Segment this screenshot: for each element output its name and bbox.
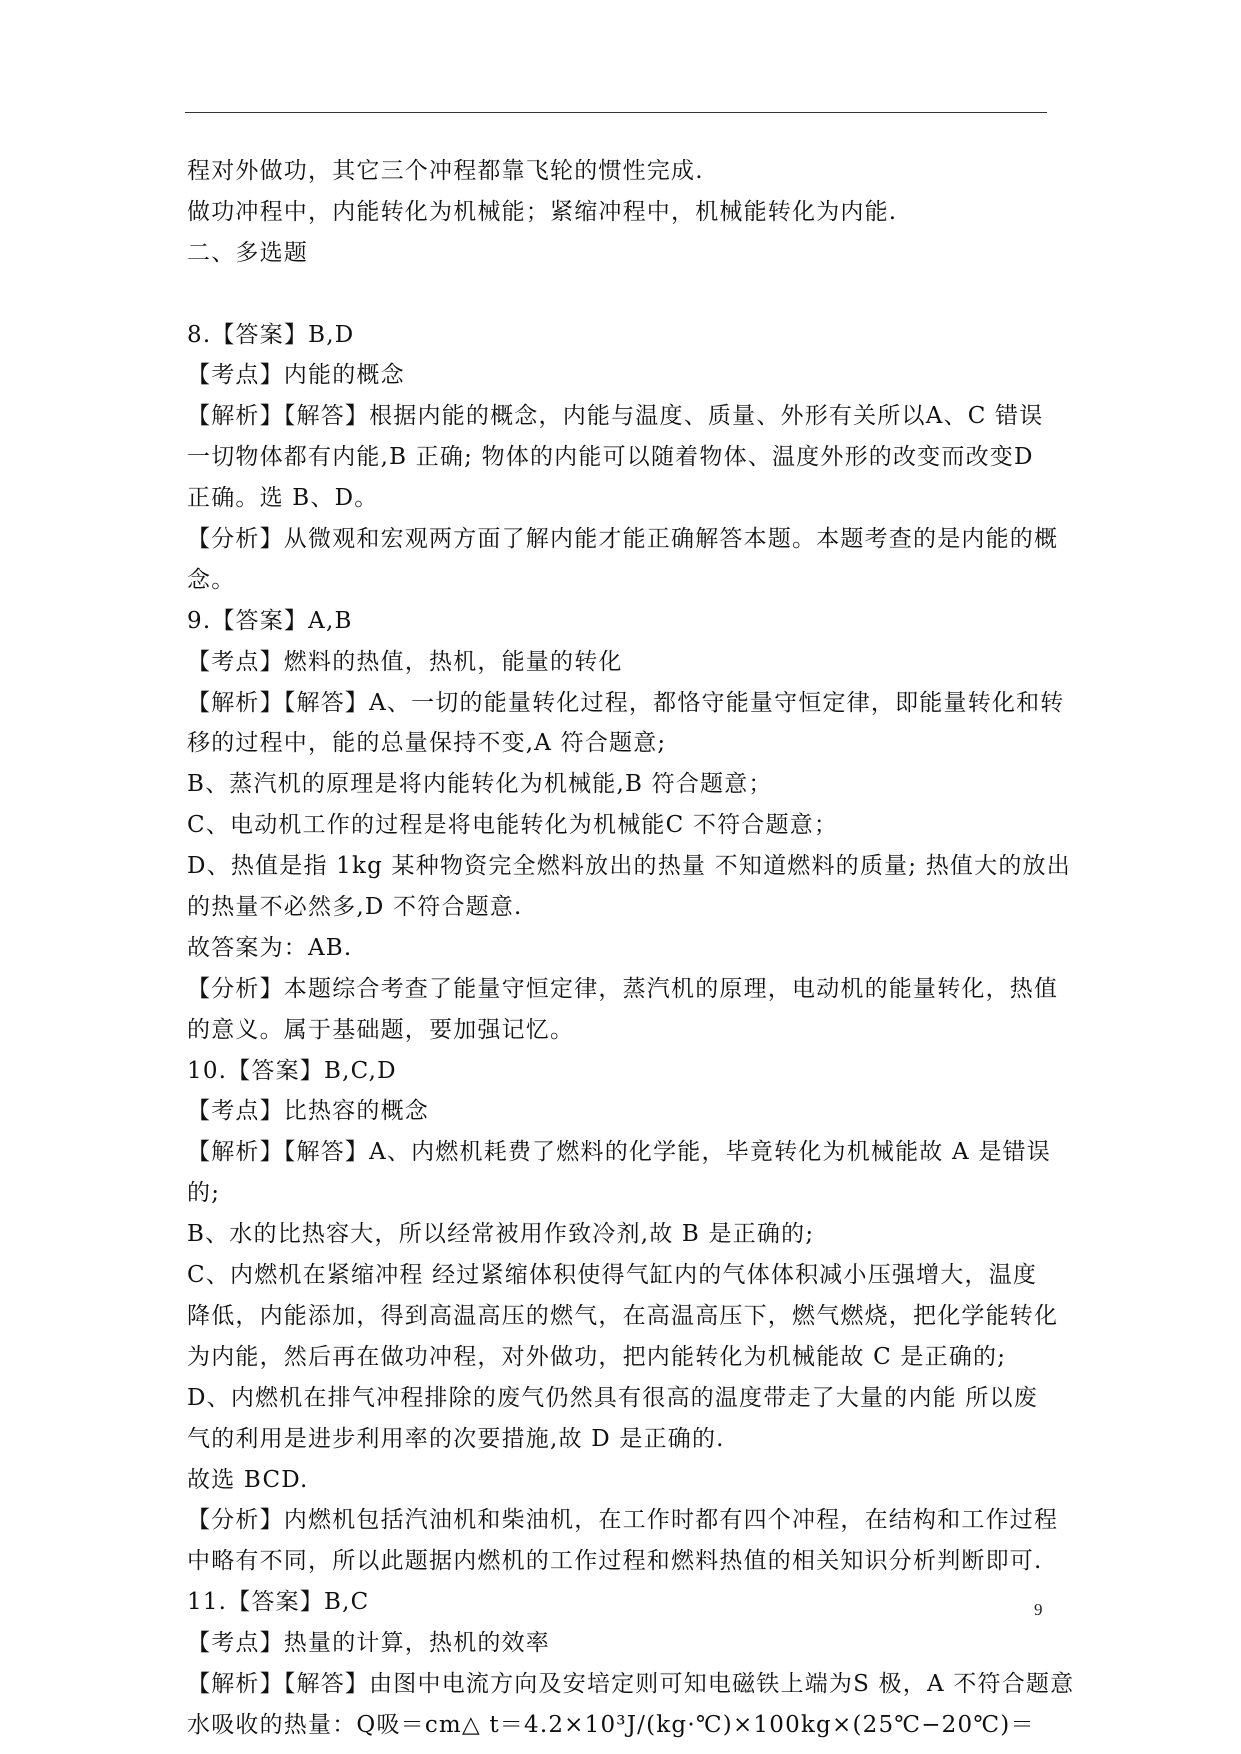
text-line: 的意义。属于基础题，要加强记忆。 bbox=[187, 1016, 575, 1043]
text-line: C、内燃机在紧缩冲程 经过紧缩体积使得气缸内的气体体积减小压强增大，温度 bbox=[187, 1262, 1038, 1289]
header-rule bbox=[185, 112, 1047, 113]
text-line: 水吸收的热量：Q吸＝cm△ t＝4.2×10³J/(kg·℃)×100kg×(25℃−20℃)＝ bbox=[187, 1711, 1035, 1738]
text-line: 10.【答案】B,C,D bbox=[187, 1057, 397, 1084]
text-line: 【分析】内燃机包括汽油机和柴油机，在工作时都有四个冲程，在结构和工作过程 bbox=[187, 1507, 1059, 1534]
text-line: D、内燃机在排气冲程排除的废气仍然具有很高的温度带走了大量的内能 所以废 bbox=[187, 1384, 1038, 1411]
text-line: 故选 BCD. bbox=[187, 1466, 309, 1493]
text-line: 11.【答案】B,C bbox=[187, 1589, 370, 1616]
text-line: 8.【答案】B,D bbox=[187, 321, 355, 348]
text-line: 的; bbox=[187, 1180, 221, 1207]
text-line: 【解析】【解答】A、一切的能量转化过程，都恪守能量守恒定律，即能量转化和转 bbox=[187, 689, 1065, 716]
page-number: 9 bbox=[1034, 1600, 1043, 1619]
text-line: 的热量不必然多,D 不符合题意. bbox=[187, 894, 523, 921]
text-line: B、水的比热容大，所以经常被用作致冷剂,故 B 是正确的; bbox=[187, 1221, 815, 1248]
text-line: 【考点】燃料的热值，热机，能量的转化 bbox=[187, 648, 623, 675]
text-line: 【解析】【解答】由图中电流方向及安培定则可知电磁铁上端为S 极，A 不符合题意 bbox=[187, 1670, 1075, 1697]
text-line: 【考点】比热容的概念 bbox=[187, 1098, 429, 1125]
text-line: 中略有不同，所以此题据内燃机的工作过程和燃料热值的相关知识分析判断即可. bbox=[187, 1548, 1043, 1575]
text-line: 【分析】本题综合考查了能量守恒定律，蒸汽机的原理，电动机的能量转化，热值 bbox=[187, 975, 1059, 1002]
text-line: 故答案为：AB. bbox=[187, 934, 353, 961]
text-line: 移的过程中，能的总量保持不变,A 符合题意; bbox=[187, 730, 667, 757]
text-line: 【考点】内能的概念 bbox=[187, 362, 405, 389]
text-line: 气的利用是进步利用率的次要措施,故 D 是正确的. bbox=[187, 1425, 725, 1452]
text-line: 为内能，然后再在做功冲程，对外做功，把内能转化为机械能故 C 是正确的; bbox=[187, 1343, 1007, 1370]
text-line: 【考点】热量的计算，热机的效率 bbox=[187, 1630, 550, 1657]
blank-line bbox=[187, 274, 1087, 315]
text-line: 【解析】【解答】A、内燃机耗费了燃料的化学能，毕竟转化为机械能故 A 是错误 bbox=[187, 1139, 1051, 1166]
text-line: 做功冲程中，内能转化为机械能；紧缩冲程中，机械能转化为内能. bbox=[187, 198, 898, 225]
text-line: 9.【答案】A,B bbox=[187, 607, 353, 634]
text-line: 念。 bbox=[187, 566, 236, 593]
text-line: 降低，内能添加，得到高温高压的燃气，在高温高压下，燃气燃烧，把化学能转化 bbox=[187, 1302, 1059, 1329]
text-line: 二、多选题 bbox=[187, 239, 308, 266]
text-line: 【分析】从微观和宏观两方面了解内能才能正确解答本题。本题考查的是内能的概 bbox=[187, 526, 1059, 553]
text-line: 【解析】【解答】根据内能的概念，内能与温度、质量、外形有关所以A、C 错误 bbox=[187, 403, 1044, 430]
text-line: B、蒸汽机的原理是将内能转化为机械能,B 符合题意； bbox=[187, 771, 773, 798]
document-body bbox=[187, 151, 1087, 1746]
text-line: 正确。选 B、D。 bbox=[187, 485, 379, 512]
text-line: C、电动机工作的过程是将电能转化为机械能C 不符合题意； bbox=[187, 812, 839, 839]
text-line: D、热值是指 1kg 某种物资完全燃料放出的热量 不知道燃料的质量; 热值大的放出 bbox=[187, 853, 1071, 880]
text-line: 一切物体都有内能,B 正确; 物体的内能可以随着物体、温度外形的改变而改变D bbox=[187, 444, 1034, 471]
text-line: 程对外做功，其它三个冲程都靠飞轮的惯性完成. bbox=[187, 158, 704, 184]
